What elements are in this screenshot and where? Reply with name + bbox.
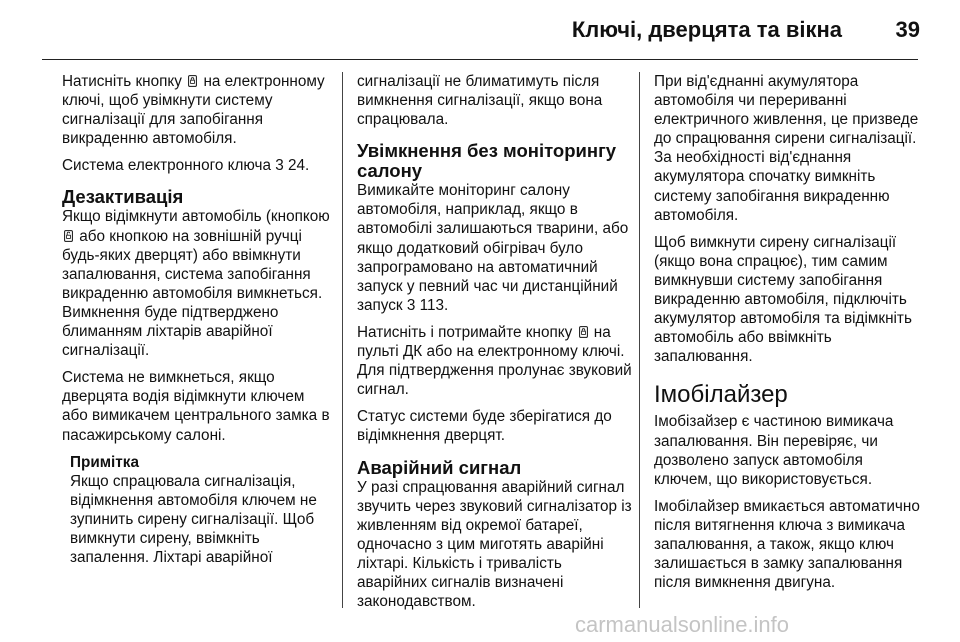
paragraph: Імобізайзер є частиною вимикача запалювання. Він перевіряє, чи дозволено запуск автомобіля ключем, що використовується. [654,413,894,488]
page-number: 39 [895,17,920,42]
section-heading-no-monitoring: Увімкнення без моніторингу салону [357,140,617,182]
column-2 [357,72,635,619]
page-ref-arrow-icon: 3 [406,296,416,314]
page-ref-arrow-icon: 3 [275,157,284,175]
note-text: Якщо спрацювала сигналізація, відімкнення автомобіля ключем не зупинить сирену сигналізації. Щоб вимкнути сирену, ввімкніть запалення. Ліхтарі аварійної [70,472,317,567]
lock-key-icon [579,326,588,338]
column-divider [639,72,640,608]
header-rule [42,59,918,60]
paragraph: Натисніть і потримайте кнопку на пульті ДК або на електронному ключі. Для підтвердження пролунає звуковий сигнал. [357,323,632,399]
column-1 [62,72,334,567]
page-reference-link[interactable]: 113. [419,296,449,314]
paragraph: сигналізації не блиматимуть після вимкнення сигналізації, якщо вона спрацювала. [357,73,603,129]
paragraph: Вимикайте моніторинг салону автомобіля, наприклад, якщо в автомобілі залишаються тварини, або якщо додатковий обігрівач було запрограмовано на автоматичний запуск у певний час чи дистанційний запуск 3 113. [357,182,629,314]
paragraph: Система електронного ключа 3 24. [62,157,310,175]
section-heading-alarm: Аварійний сигнал [357,456,522,478]
paragraph: При від'єднанні акумулятора автомобіля чи перериванні електричного живлення, це призведе до спрацювання сирени сигналізації. За необхідності від'єднання акумулятора спочатку вимкніть систему запобігання викраденню автомобіля. [654,73,919,224]
watermark: carmanualsonline.info [575,612,790,637]
paragraph: Імобілайзер вмикається автоматично після витягнення ключа з вимикача запалювання, а також, якщо ключ залишається в замку запалювання після вимкнення двигуна. [654,497,920,592]
paragraph: Система не вимкнеться, якщо дверцята водія відімкнути ключем або вимикачем центрального замка в пасажирському салоні. [62,369,330,444]
paragraph: У разі спрацювання аварійний сигнал звучить через звуковий сигналізатор із живленням від окремої батареї, одночасно з цим миготять аварійні ліхтарі. Кількість і тривалість аварійних сигналів визначені законодавством. [357,478,632,611]
unlock-key-icon [64,230,73,242]
note-box [62,453,334,568]
lock-key-icon [188,75,197,87]
column-divider [342,72,343,608]
note-title: Примітка [70,453,139,471]
paragraph: Щоб вимкнути сирену сигналізації (якщо вона спрацює), тим самим вимкнувши систему запобігання викраденню автомобіля, підключіть акумулятор автомобіля та відімкніть автомобіль або ввімкніть запалювання. [654,233,912,366]
page-reference-link[interactable]: 24. [288,157,310,175]
column-3 [654,72,922,592]
paragraph: Натисніть кнопку на електронному ключі, щоб увімкнути систему сигналізації для запобігання викраденню автомобіля. [62,73,325,148]
page-title: Ключі, дверцята та вікна [571,17,842,42]
section-heading-immobilizer: Імобілайзер [654,381,788,409]
section-heading-deactivation: Дезактивація [62,186,184,208]
paragraph: Статус системи буде зберігатися до відімкнення дверцят. [357,408,612,445]
paragraph: Якщо відімкнути автомобіль (кнопкою або кнопкою на зовнішній ручці будь-яких дверцят) або ввімкнути запалювання, система запобігання викраденню автомобіля вимкнеться. Вимкнення буде підтверджено блиманням ліхтарів аварійної сигналізації. [62,208,330,360]
page-header [0,0,960,62]
